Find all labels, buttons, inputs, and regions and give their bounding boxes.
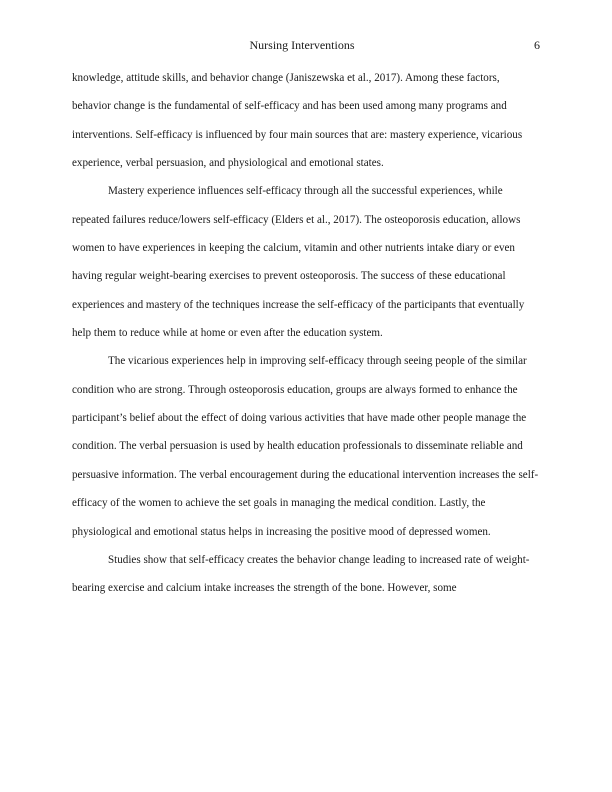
paragraph-mastery-experience: Mastery experience influences self-efficacy through all the successful experiences, while repeated failures reduce/lowers self-efficacy (Elders et al., 2017). The osteoporosis education, allows women to have experiences in keeping the calcium, vitamin and other nutrients intake diary or even having regular weight-bearing exercises to prevent osteoporosis. The success of these educational experiences and mastery of the techniques increase the self-efficacy of the participants that eventually help them to reduce while at home or even after the education system.: [72, 185, 525, 340]
running-head-title: Nursing Interventions: [249, 38, 355, 52]
paragraph-studies: Studies show that self-efficacy creates the behavior change leading to increased rate of weight-bearing exercise and calcium intake increases the strength of the bone. However, some: [72, 553, 530, 595]
paragraph-continuation: knowledge, attitude skills, and behavior change (Janiszewska et al., 2017). Among these factors, behavior change is the fundamental of self-efficacy and has been used among many programs and interventions. Self-efficacy is influenced by four main sources that are: mastery experience, vicarious experience, verbal persuasion, and physiological and emotional states.: [72, 72, 523, 170]
document-body: [72, 64, 540, 603]
page-number: 6: [534, 38, 540, 52]
page-header: [72, 37, 540, 53]
paragraph-vicarious-experience: The vicarious experiences help in improving self-efficacy through seeing people of the similar condition who are strong. Through osteoporosis education, groups are always formed to enhance the participant’s belief about the effect of doing various activities that have made other people manage the condition. The verbal persuasion is used by health education professionals to disseminate reliable and persuasive information. The verbal encouragement during the educational intervention increases the self-efficacy of the women to achieve the set goals in managing the medical condition. Lastly, the physiological and emotional status helps in increasing the positive mood of depressed women.: [72, 355, 539, 538]
